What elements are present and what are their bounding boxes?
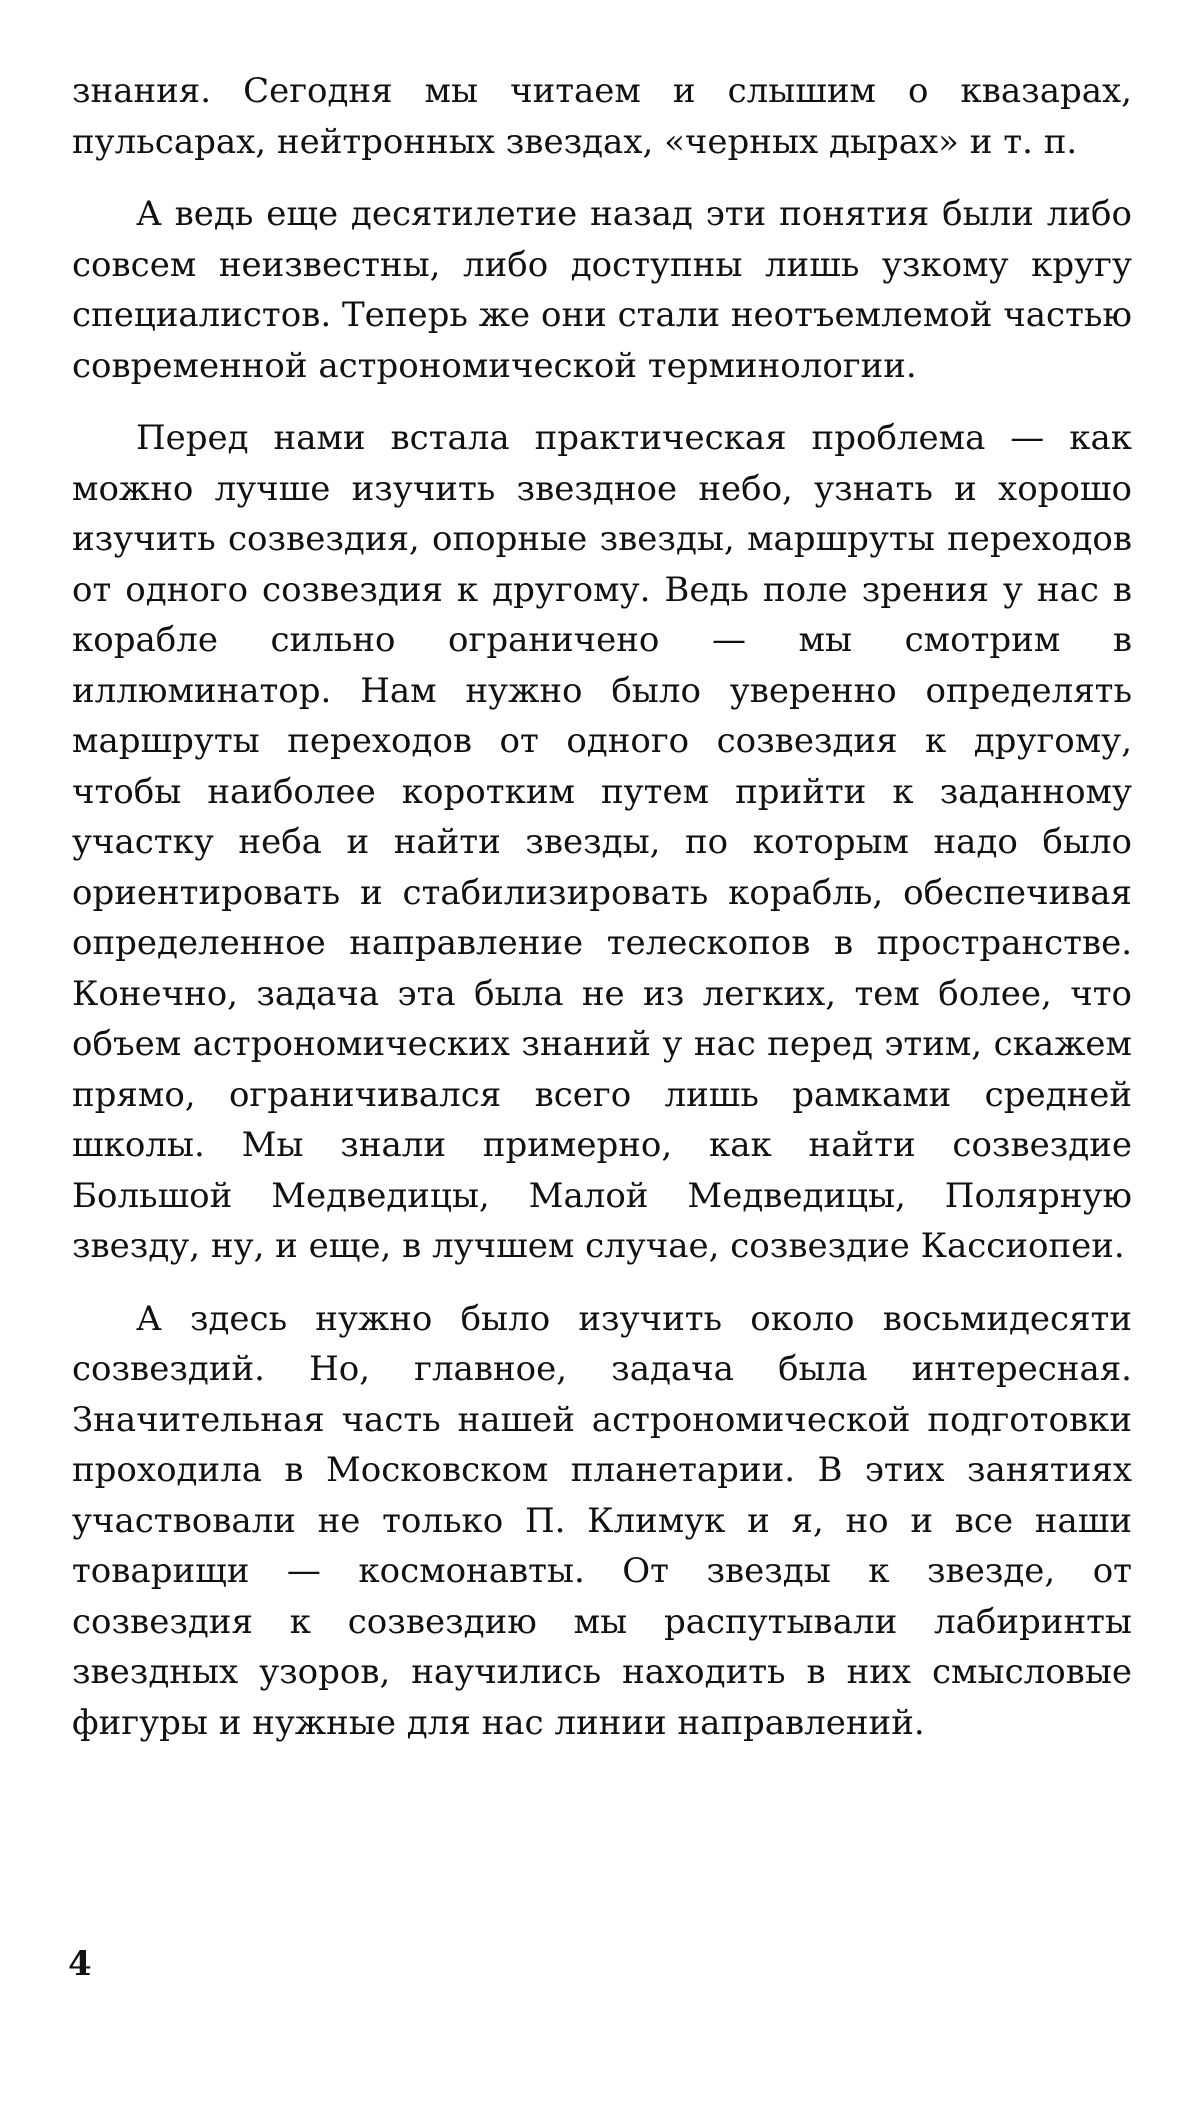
paragraph-continuation: знания. Сегодня мы читаем и слышим о квазарах, пульсарах, нейтронных звездах, «черных дырах» и т. п. (72, 71, 1132, 162)
page-number: 4 (68, 1944, 92, 1984)
body-text (72, 66, 1132, 1770)
paragraph: А ведь еще десятилетие назад эти понятия были либо совсем неизвестны, либо доступны лишь узкому кругу специалистов. Теперь же они стали неотъемлемой частью современной астрономической терминологии. (72, 194, 1132, 386)
paragraph: А здесь нужно было изучить около восьмидесяти созвездий. Но, главное, задача была интересная. Значительная часть нашей астрономической подготовки проходила в Московском планетарии. В этих занятиях участвовали не только П. Климук и я, но и все наши товарищи — космонавты. От звезды к звезде, от созвездия к созвездию мы распутывали лабиринты звездных узоров, научились находить в них смысловые фигуры и нужные для нас линии направлений. (72, 1298, 1132, 1743)
paragraph: Перед нами встала практическая проблема — как можно лучше изучить звездное небо, узнать и хорошо изучить созвездия, опорные звезды, маршруты переходов от одного созвездия к другому. Ведь поле зрения у нас в корабле сильно ограничено — мы смотрим в иллюминатор. Нам нужно было уверенно определять маршруты переходов от одного созвездия к другому, чтобы наиболее коротким путем прийти к заданному участку неба и найти звезды, по которым надо было ориентировать и стабилизировать корабль, обеспечивая определенное направление телескопов в пространстве. Конечно, задача эта была не из легких, тем более, что объем астрономических знаний у нас перед этим, скажем прямо, ограничивался всего лишь рамками средней школы. Мы знали примерно, как найти созвездие Большой Медведицы, Малой Медведицы, Полярную звезду, ну, и еще, в лучшем случае, созвездие Кассиопеи. (72, 418, 1132, 1266)
